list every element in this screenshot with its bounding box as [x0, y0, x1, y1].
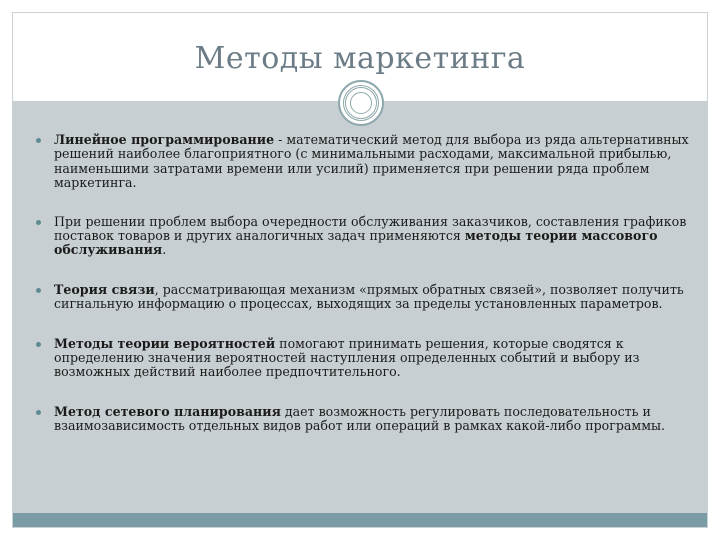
- item-term: Метод сетевого планирования: [54, 403, 281, 419]
- item-text-end: .: [162, 242, 167, 258]
- item-term: Методы теории вероятностей: [54, 335, 276, 351]
- list-item: [13, 215, 707, 258]
- footer-bar: [13, 513, 707, 527]
- item-text: , рассматривающая механизм «прямых обратных связей», позволяет получить сигнальную информацию о процессах, выходящих за пределы установленных параметров.: [54, 281, 684, 312]
- bullet-icon: [36, 138, 41, 143]
- list-item: [13, 133, 707, 191]
- bullet-icon: [36, 288, 41, 293]
- item-term: Теория связи: [54, 281, 155, 297]
- bullet-icon: [36, 220, 41, 225]
- slide-title: Методы маркетинга: [194, 41, 526, 76]
- list-item: [13, 283, 707, 312]
- bullet-icon: [36, 410, 41, 415]
- content-area: [13, 101, 707, 514]
- item-term: Линейное программирование: [54, 132, 275, 147]
- bullet-list: [13, 133, 707, 434]
- list-item: [13, 405, 707, 434]
- list-item: [13, 337, 707, 380]
- ring-ornament-icon: [338, 80, 384, 126]
- slide: [12, 12, 708, 528]
- bullet-icon: [36, 342, 41, 347]
- item-text: При решении проблем выбора очередности обслуживания заказчиков, составления графиков поставок товаров и других аналогичных задач применяются: [54, 213, 687, 244]
- item-text: дает возможность регулировать последовательность и взаимозависимость отдельных видов работ или операций в рамках какой-либо программы.: [54, 403, 666, 434]
- item-term: методы теории массового обслуживания: [54, 228, 658, 258]
- item-text: помогают принимать решения, которые сводятся к определению значения вероятностей наступления определенных событий и выбору из возможных действий наиболее предпочтительного.: [54, 335, 640, 380]
- item-text: - математический метод для выбора из ряда альтернативных решений наиболее благоприятного (с минимальными расходами, максимальной прибылью, наименьшими затратами времени или усилий) применяется при решении ряда проблем маркетинга.: [54, 132, 689, 191]
